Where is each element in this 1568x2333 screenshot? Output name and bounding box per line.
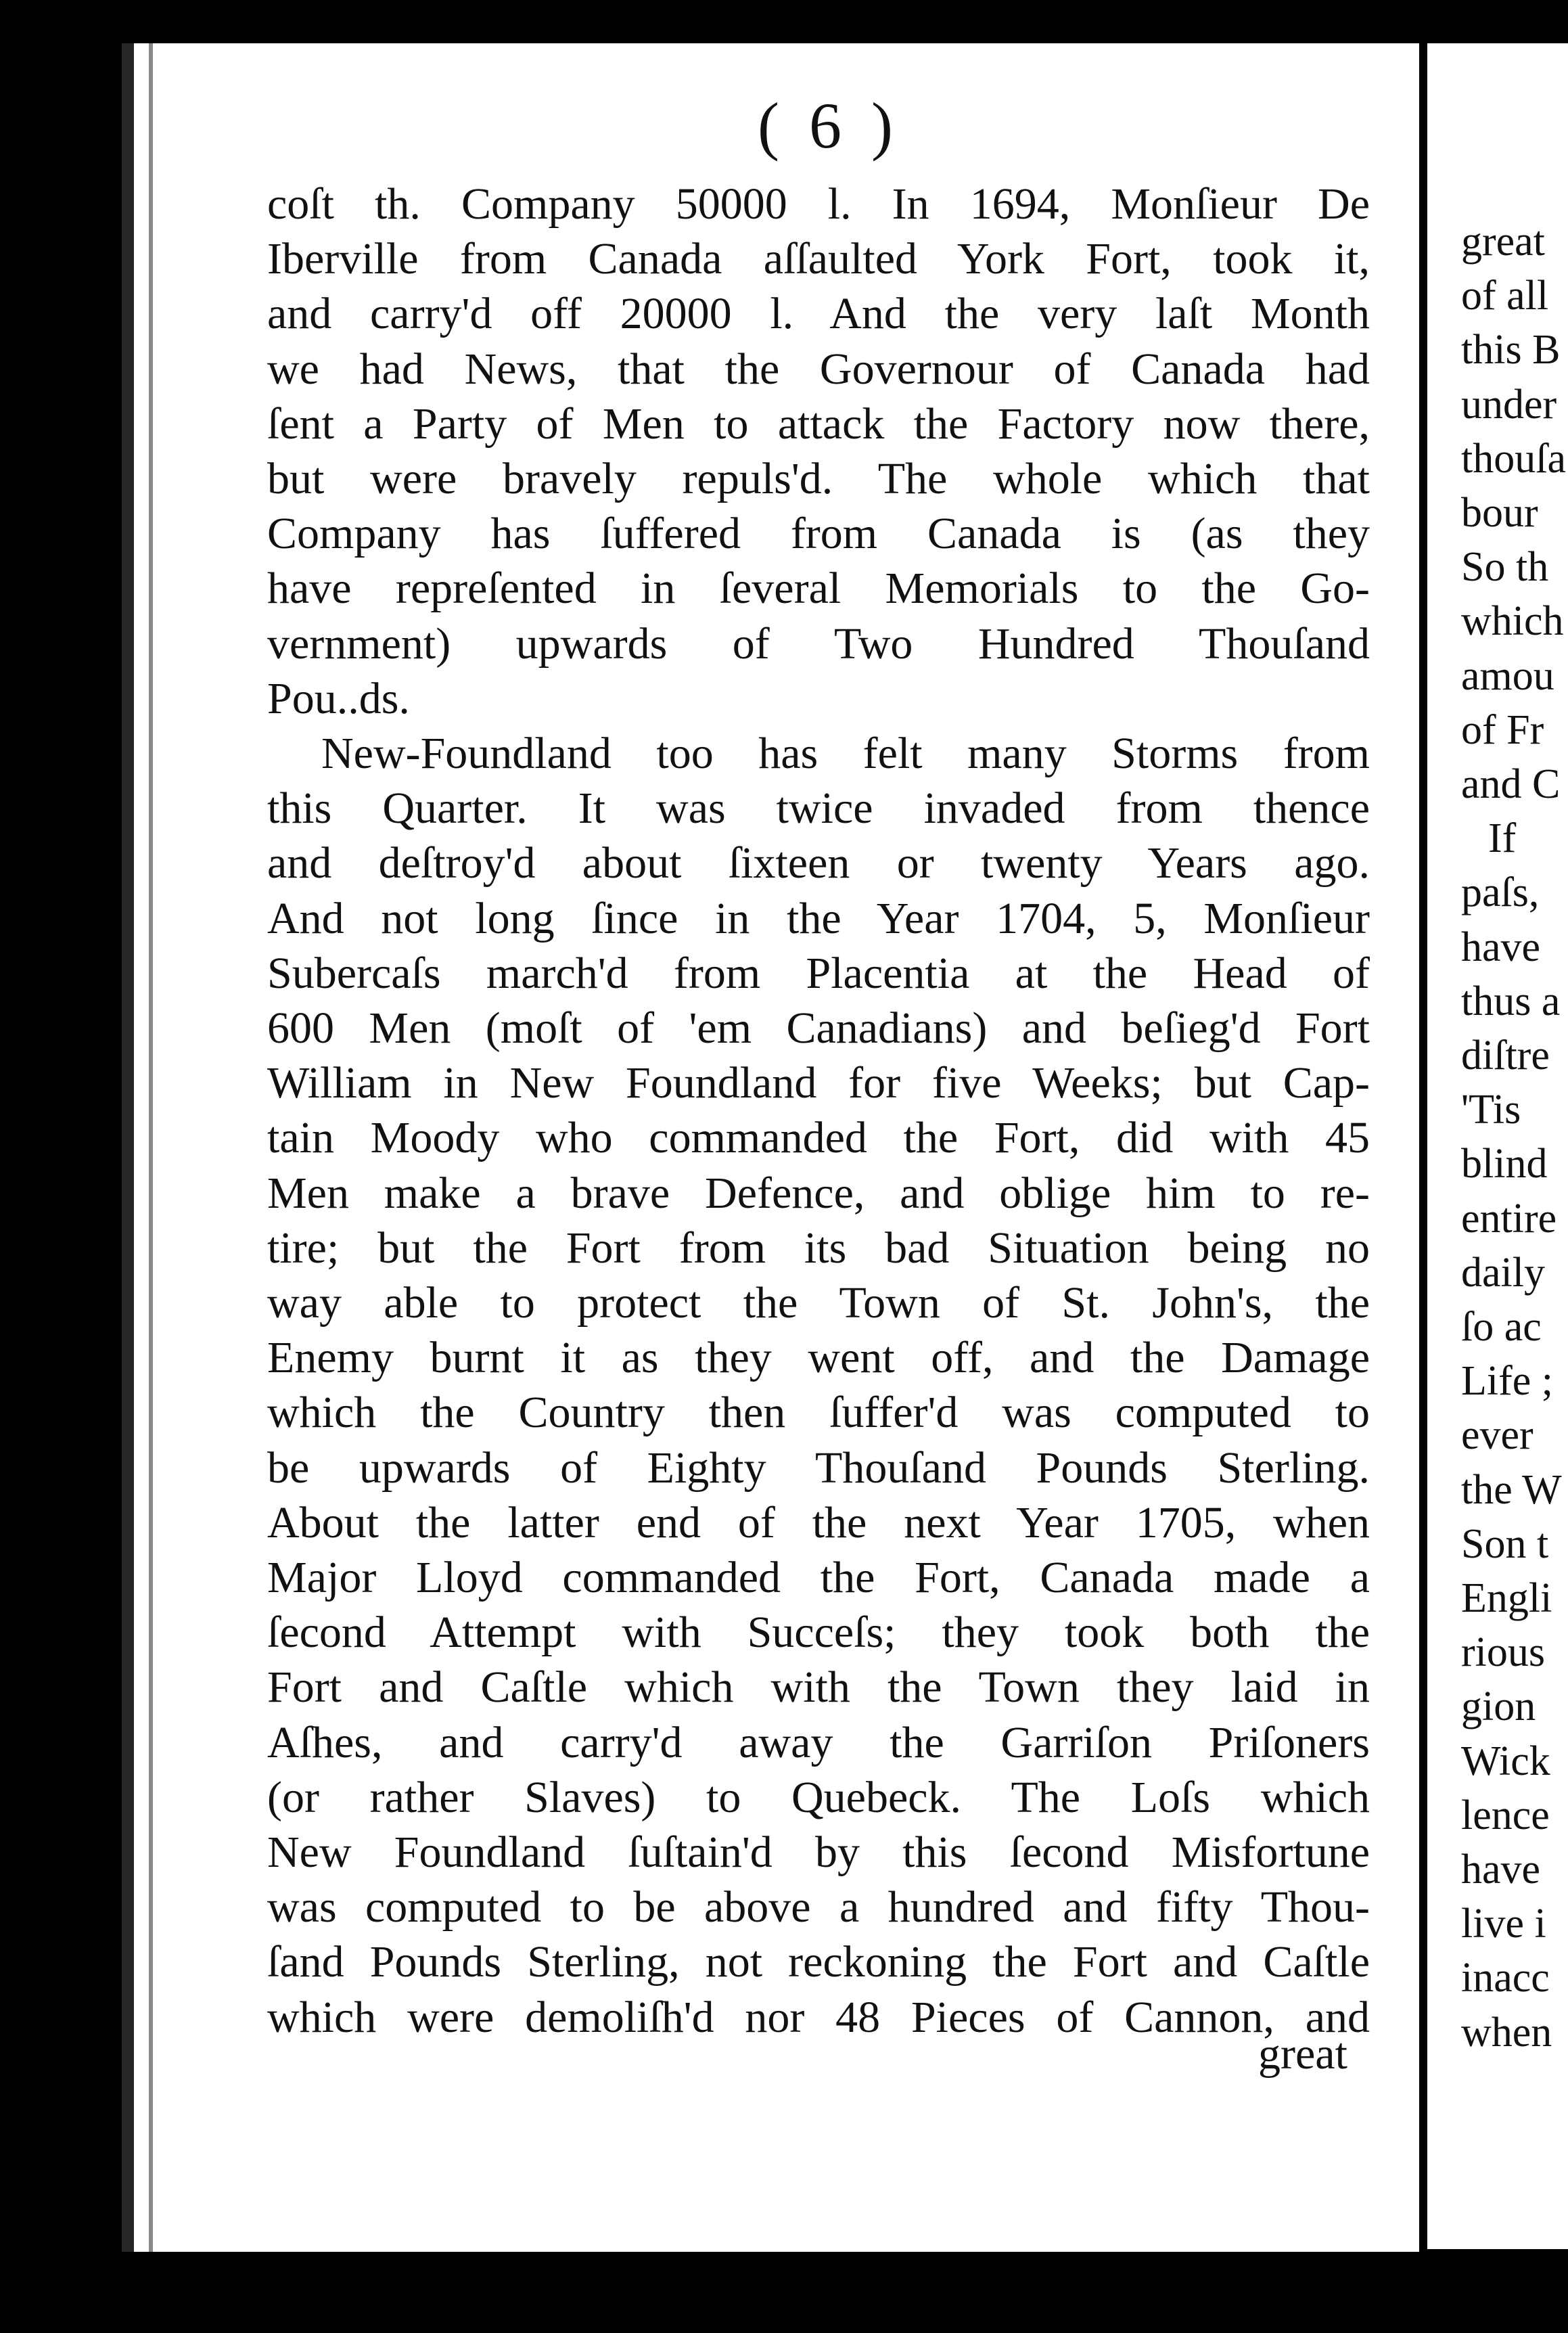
right-page-text-line: inacc — [1461, 1955, 1550, 2001]
text-line: ſand Pounds Sterling, not reckoning the Fort and Caſtle — [267, 1937, 1370, 1987]
right-page-text-line: the W — [1461, 1466, 1562, 1513]
right-page-text-line: paſs, — [1461, 869, 1540, 916]
text-line: have repreſented in ſeveral Memorials to the Go- — [267, 564, 1370, 614]
text-line: Subercaſs march'd from Placentia at the Head of — [267, 948, 1370, 998]
text-line: which were demoliſh'd nor 48 Pieces of Cannon, and — [267, 1992, 1370, 2042]
text-line: New-Foundland too has felt many Storms from — [321, 729, 1370, 778]
text-line: was computed to be above a hundred and fifty Thou- — [267, 1882, 1370, 1932]
text-line: Iberville from Canada aſſaulted York Fort, took it, — [267, 234, 1370, 284]
right-page-text-line: thouſa — [1461, 435, 1566, 482]
text-line: way able to protect the Town of St. John's, the — [267, 1278, 1370, 1328]
text-line: New Foundland ſuſtain'd by this ſecond Misfortune — [267, 1828, 1370, 1877]
text-line: coſt th. Company 50000 l. In 1694, Monſieur De — [267, 179, 1370, 229]
catchword: great — [1258, 2029, 1347, 2079]
text-line: Fort and Caſtle which with the Town they laid in — [267, 1662, 1370, 1713]
right-page-text-line: If — [1488, 815, 1517, 862]
right-page-text-line: have — [1461, 924, 1541, 970]
right-page-text-line: when — [1461, 2009, 1552, 2056]
text-line: be upwards of Eighty Thouſand Pounds Sterling. — [267, 1443, 1370, 1493]
text-line: vernment) upwards of Two Hundred Thouſand — [267, 618, 1370, 669]
text-line: And not long ſince in the Year 1704, 5, Monſieur — [267, 893, 1370, 943]
page-number: ( 6 ) — [758, 89, 900, 162]
text-line: Major Lloyd commanded the Fort, Canada made a — [267, 1553, 1370, 1602]
text-line: William in New Foundland for five Weeks; but Cap- — [267, 1058, 1370, 1108]
right-page-text-line: which — [1461, 598, 1564, 645]
text-line: we had News, that the Governour of Canada had — [267, 344, 1370, 394]
text-line: Pou..ds. — [267, 673, 410, 723]
right-page-text-line: under — [1461, 381, 1557, 428]
right-page-text-line: this B — [1461, 327, 1561, 373]
right-page-text-line: gion — [1461, 1683, 1536, 1730]
right-page-text-line: Life ; — [1461, 1358, 1553, 1405]
right-page-text-line: Engli — [1461, 1575, 1552, 1621]
right-page-text-line: bour — [1461, 490, 1538, 536]
text-line: ſent a Party of Men to attack the Factory now there, — [267, 399, 1370, 449]
text-line: Men make a brave Defence, and oblige him to re- — [267, 1168, 1370, 1218]
right-page-text-line: daily — [1461, 1249, 1545, 1296]
text-line: tire; but the Fort from its bad Situation being no — [267, 1223, 1370, 1273]
right-page-text-line: entire — [1461, 1195, 1557, 1242]
text-line: (or rather Slaves) to Quebeck. The Loſs which — [267, 1772, 1370, 1822]
text-line: which the Country then ſuffer'd was computed to — [267, 1388, 1370, 1438]
right-page-text-line: amou — [1461, 652, 1554, 699]
text-line: ſecond Attempt with Succeſs; they took both the — [267, 1608, 1370, 1658]
right-page-text-line: great — [1461, 219, 1545, 265]
right-page-text-line: rious — [1461, 1629, 1545, 1676]
right-page-text-line: ſo ac — [1461, 1304, 1542, 1350]
right-page-text-line: of all — [1461, 273, 1549, 319]
text-line: Enemy burnt it as they went off, and the Damage — [267, 1333, 1370, 1383]
text-line: and carry'd off 20000 l. And the very laſt Month — [267, 289, 1370, 339]
right-page-text-line: Wick — [1461, 1738, 1550, 1784]
text-line: Aſhes, and carry'd away the Garriſon Priſoners — [267, 1717, 1370, 1767]
right-page-text-line: 'Tis — [1461, 1087, 1521, 1133]
right-page-text-line: lence — [1461, 1792, 1550, 1838]
text-line: 600 Men (moſt of 'em Canadians) and beſieg'd Fort — [267, 1003, 1370, 1053]
right-page-text-line: blind — [1461, 1141, 1548, 1187]
spine-shadow — [149, 43, 153, 2252]
right-page-text-line: thus a — [1461, 978, 1561, 1024]
right-page-text-line: and C — [1461, 761, 1561, 807]
text-line: Company has ſuffered from Canada is (as they — [267, 509, 1370, 559]
right-page-text-line: Son t — [1461, 1520, 1549, 1567]
right-page-text-line: live i — [1461, 1901, 1546, 1947]
text-line: tain Moody who commanded the Fort, did with 45 — [267, 1113, 1370, 1163]
text-line: About the latter end of the next Year 1705, when — [267, 1497, 1370, 1547]
right-page-text-line: of Fr — [1461, 706, 1544, 753]
right-page-text-line: So th — [1461, 544, 1549, 591]
text-line: but were bravely repuls'd. The whole which that — [267, 454, 1370, 503]
text-line: and deſtroy'd about ſixteen or twenty Years ago. — [267, 838, 1370, 888]
text-line: this Quarter. It was twice invaded from thence — [267, 784, 1370, 834]
right-page-text-line: ever — [1461, 1412, 1534, 1459]
right-page-text-line: have — [1461, 1847, 1541, 1893]
right-page-text-line: diſtre — [1461, 1033, 1550, 1079]
